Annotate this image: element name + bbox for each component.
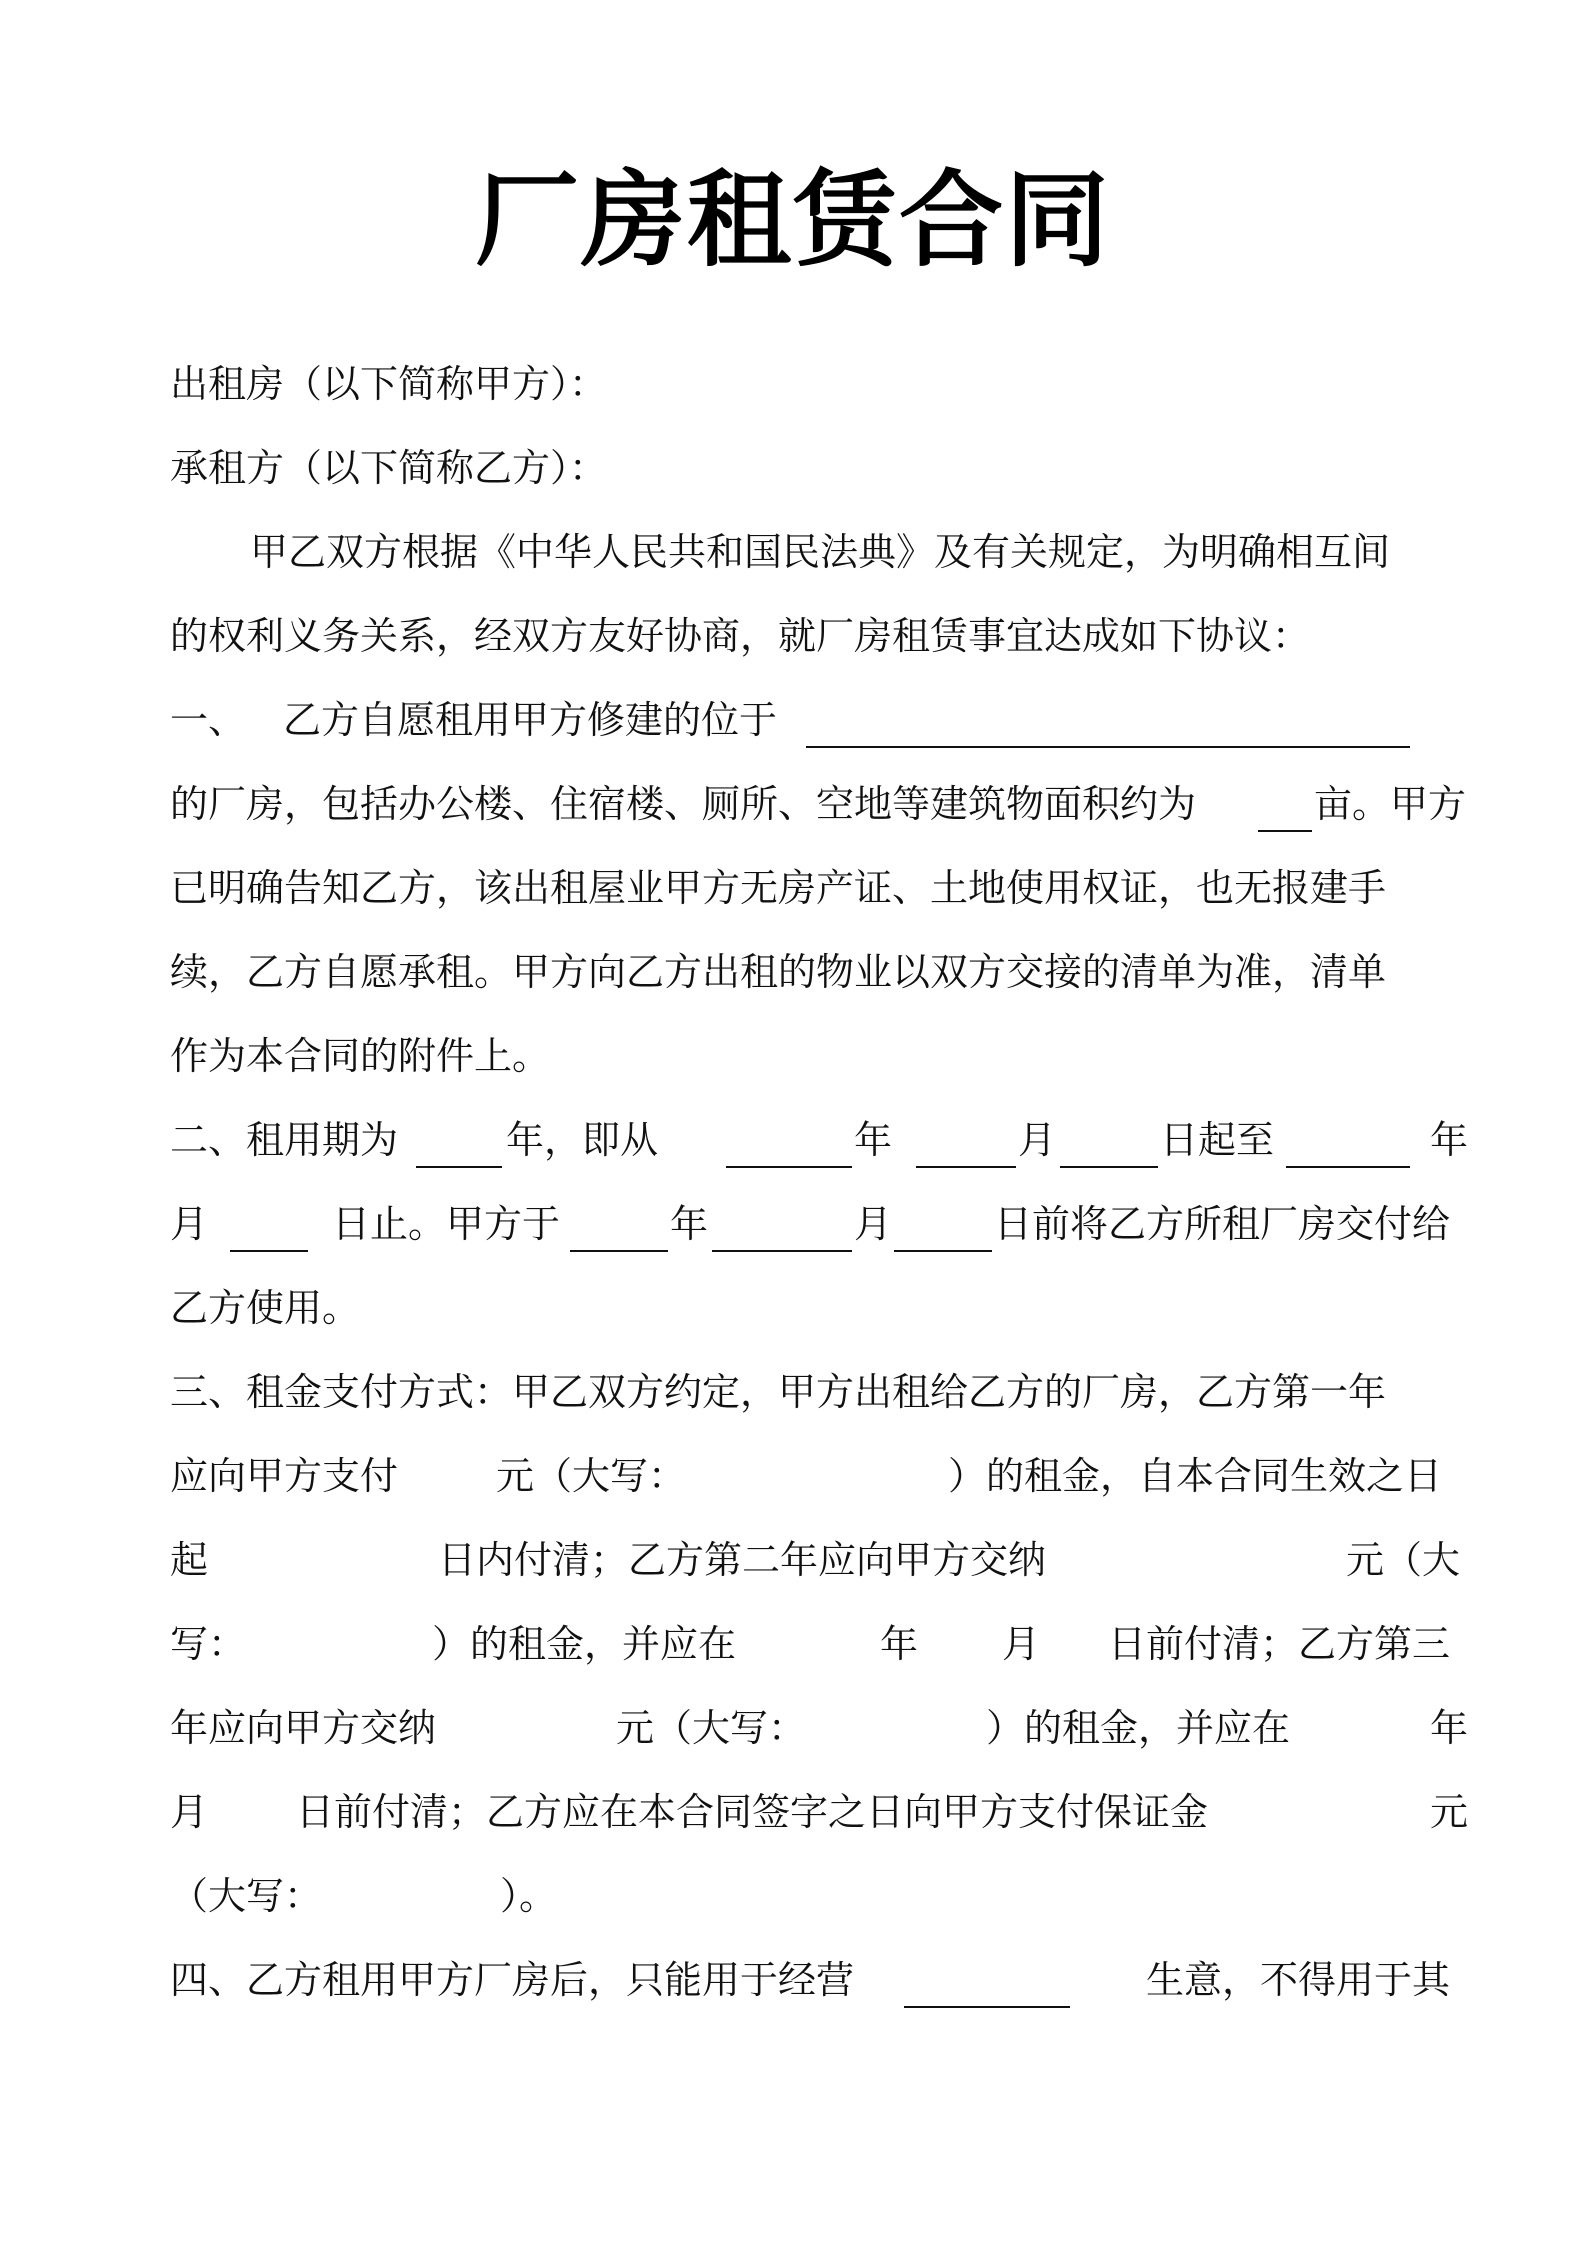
article-1-line-3 — [170, 858, 1470, 918]
article-3-text-1: 三、租金支付方式：甲乙双方约定，甲方出租给乙方的厂房，乙方第一年 — [170, 1370, 1387, 1414]
start-month-unit: 月 — [1018, 1118, 1057, 1162]
third-year-amount-unit: 元（大写： — [616, 1706, 807, 1750]
article-1-text-5: 作为本合同的附件上。 — [170, 1034, 551, 1078]
handover-day-text: 日前将乙方所租厂房交付给 — [994, 1202, 1451, 1246]
area-blank — [1258, 830, 1312, 832]
lease-term-label: 二、租用期为 — [170, 1118, 399, 1162]
third-year-month-unit: 月 — [170, 1790, 209, 1834]
deposit-amount-unit: 元 — [1430, 1790, 1469, 1834]
start-day-blank — [1060, 1166, 1158, 1168]
second-year-text: 日内付清；乙方第二年应向甲方交纳 — [438, 1538, 1047, 1582]
first-year-rent-text: ）的租金，自本合同生效之日 — [948, 1454, 1443, 1498]
handover-year-blank — [570, 1250, 668, 1252]
article-3-line-7 — [170, 1866, 1470, 1926]
start-year-blank — [726, 1166, 852, 1168]
lessee-line — [170, 438, 1470, 498]
first-year-amount-unit: 元（大写： — [496, 1454, 687, 1498]
deposit-text: 日前付清；乙方应在本合同签字之日向甲方支付保证金 — [296, 1790, 1209, 1834]
article-1-line-2 — [170, 774, 1470, 834]
article-3-line-4 — [170, 1614, 1470, 1674]
lessor-line — [170, 354, 1470, 414]
end-day-blank — [230, 1250, 308, 1252]
handover-month-unit: 月 — [854, 1202, 893, 1246]
second-year-amount-unit: 元（大 — [1346, 1538, 1461, 1582]
end-year-unit: 年 — [1430, 1118, 1469, 1162]
article-3-line-2 — [170, 1446, 1470, 1506]
third-year-pay-label: 年应向甲方交纳 — [170, 1706, 437, 1750]
location-blank — [806, 746, 1410, 748]
start-year-unit: 年 — [854, 1118, 893, 1162]
article-1-text-3: 已明确告知乙方，该出租屋业甲方无房产证、土地使用权证，也无报建手 — [170, 866, 1387, 910]
article-3-line-1 — [170, 1362, 1470, 1422]
article-1-text-2: 的厂房，包括办公楼、住宿楼、厕所、空地等建筑物面积约为 — [170, 782, 1197, 826]
lease-from-label: 年，即从 — [506, 1118, 659, 1162]
start-day-unit: 日起至 — [1160, 1118, 1275, 1162]
preamble-text-2: 的权利义务关系，经双方友好协商，就厂房租赁事宜达成如下协议： — [170, 614, 1311, 658]
article-2-line-2 — [170, 1194, 1470, 1254]
article-4-text-1b: 生意，不得用于其 — [1146, 1958, 1451, 2002]
second-year-capital-label: 写： — [170, 1622, 247, 1666]
handover-text: 日止。甲方于 — [332, 1202, 561, 1246]
second-year-rent-text: ）的租金，并应在 — [432, 1622, 737, 1666]
article-1-number: 一、 — [170, 698, 247, 742]
second-year-year-unit: 年 — [880, 1622, 919, 1666]
article-3-line-6 — [170, 1782, 1470, 1842]
handover-year-unit: 年 — [670, 1202, 709, 1246]
start-month-blank — [916, 1166, 1016, 1168]
article-1-line-5 — [170, 1026, 1470, 1086]
preamble-line-2 — [170, 606, 1470, 666]
end-month-unit: 月 — [170, 1202, 209, 1246]
first-year-pay-label: 应向甲方支付 — [170, 1454, 399, 1498]
deposit-capital-label: （大写： — [170, 1874, 323, 1918]
article-3-line-3 — [170, 1530, 1470, 1590]
pay-from-label: 起 — [170, 1538, 209, 1582]
article-1-text-2b: 亩。甲方 — [1314, 782, 1467, 826]
article-1-text-1: 乙方自愿租用甲方修建的位于 — [283, 698, 778, 742]
business-type-blank — [904, 2006, 1070, 2008]
article-1-line-1 — [170, 690, 1470, 750]
article-3-line-5 — [170, 1698, 1470, 1758]
article-2-line-1 — [170, 1110, 1470, 1170]
article-2-text-3: 乙方使用。 — [170, 1286, 361, 1330]
preamble-text-1: 甲乙双方根据《中华人民共和国民法典》及有关规定，为明确相互间 — [250, 530, 1391, 574]
deposit-capital-close: ）。 — [500, 1874, 558, 1918]
handover-month-blank — [712, 1250, 852, 1252]
article-2-line-3 — [170, 1278, 1470, 1338]
preamble-line-1 — [170, 522, 1470, 582]
second-year-month-unit: 月 — [1002, 1622, 1041, 1666]
handover-day-blank — [894, 1250, 992, 1252]
article-4-line-1 — [170, 1950, 1470, 2010]
article-4-text-1: 四、乙方租用甲方厂房后，只能用于经营 — [170, 1958, 855, 2002]
third-year-rent-text: ）的租金，并应在 — [986, 1706, 1291, 1750]
third-year-year-unit: 年 — [1430, 1706, 1469, 1750]
end-year-blank — [1286, 1166, 1410, 1168]
article-1-text-4: 续，乙方自愿承租。甲方向乙方出租的物业以双方交接的清单为准，清单 — [170, 950, 1387, 994]
lessee-label: 承租方（以下简称乙方）： — [170, 446, 608, 490]
article-1-line-4 — [170, 942, 1470, 1002]
second-year-deadline-text: 日前付清；乙方第三 — [1108, 1622, 1451, 1666]
contract-title: 厂房租赁合同 — [474, 159, 1111, 281]
lease-years-blank — [416, 1166, 502, 1168]
lessor-label: 出租房（以下简称甲方）： — [170, 362, 608, 406]
